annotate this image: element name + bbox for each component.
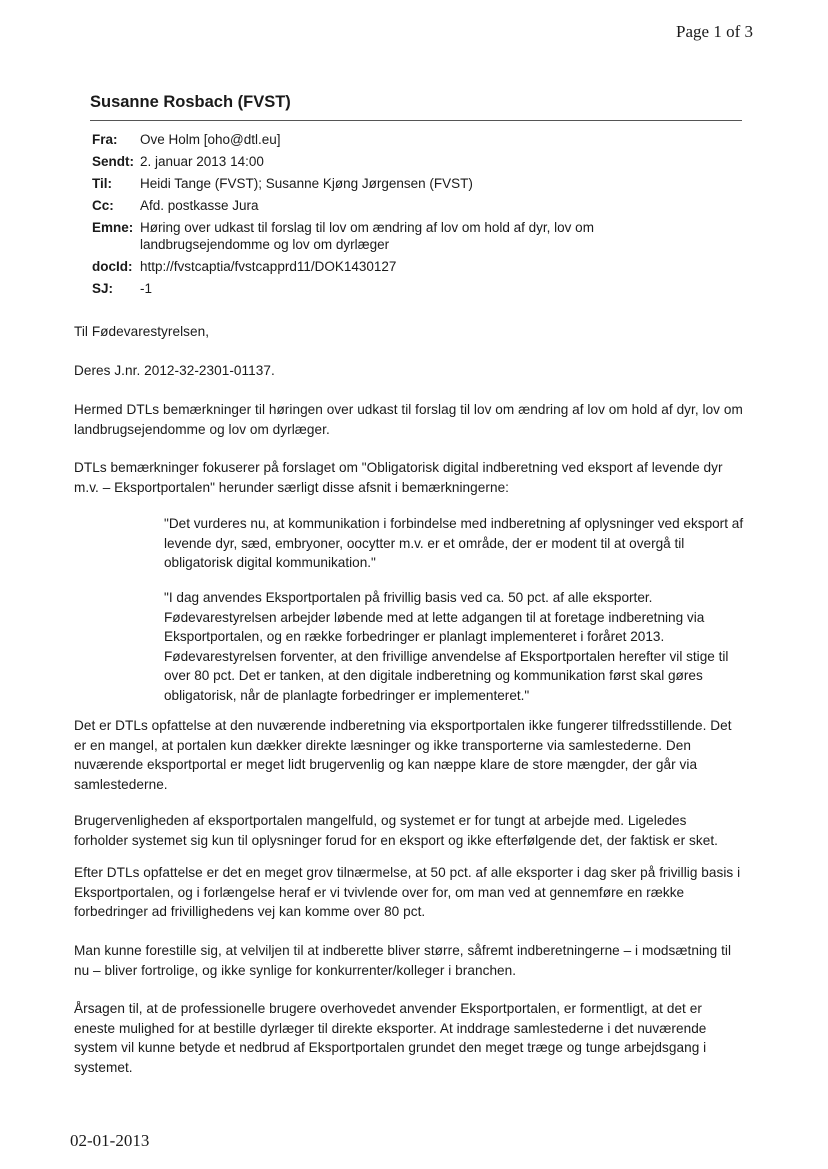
- header-row-to: [92, 175, 712, 192]
- header-row-from: [92, 131, 712, 148]
- paragraph-approximation: Efter DTLs opfattelse er det en meget grov tilnærmelse, at 50 pct. af alle eksporter i dag sker på frivillig basis i Eksportportalen, og i forlængelse heraf er vi tvivlende over for, om man ved at gennemføre en række forbedringer ad frivillighedens vej kan komme over 80 pct.: [74, 865, 741, 919]
- sj-value: -1: [140, 281, 153, 296]
- to-label: Til:: [92, 176, 112, 191]
- docid-value: http://fvstcaptia/fvstcapprd11/DOK1430127: [140, 259, 397, 274]
- header-row-sj: [92, 280, 712, 297]
- paragraph-intro: Hermed DTLs bemærkninger til høringen over udkast til forslag til lov om ændring af lov om hold af dyr, lov om landbrugsejendomme og lov om dyrlæger.: [74, 402, 743, 437]
- sent-value: 2. januar 2013 14:00: [140, 154, 264, 169]
- email-header: [92, 131, 712, 302]
- subject-label: Emne:: [92, 220, 134, 235]
- paragraph-usability: Brugervenligheden af eksportportalen mangelfuld, og systemet er for tungt at arbejde med. Ligeledes forholder systemet sig kun til oplysninger forud for en eksport og ikke efterfølgende det, der faktisk er sket.: [74, 813, 719, 848]
- header-row-docid: [92, 258, 712, 275]
- cc-label: Cc:: [92, 198, 114, 213]
- header-row-cc: [92, 197, 712, 214]
- from-value: Ove Holm [oho@dtl.eu]: [140, 132, 281, 147]
- from-label: Fra:: [92, 132, 118, 147]
- page-number: Page 1 of 3: [676, 22, 753, 41]
- header-row-sent: [92, 153, 712, 170]
- sj-label: SJ:: [92, 281, 114, 296]
- quote-digital-communication: "Det vurderes nu, at kommunikation i forbindelse med indberetning af oplysninger ved eksport af levende dyr, sæd, embryoner, oocytter m.v. er et område, der er modent til at overgå til obligatorisk digital kommunikation.": [164, 516, 744, 570]
- sender-name-heading: Susanne Rosbach (FVST): [90, 93, 291, 111]
- header-row-subject: [92, 219, 712, 253]
- reference-number: Deres J.nr. 2012-32-2301-01137.: [74, 363, 275, 378]
- footer-date: 02-01-2013: [70, 1131, 150, 1150]
- salutation: Til Fødevarestyrelsen,: [74, 324, 210, 339]
- docid-label: docId:: [92, 259, 133, 274]
- paragraph-focus: DTLs bemærkninger fokuserer på forslaget om "Obligatorisk digital indberetning ved eksport af levende dyr m.v. – Eksportportalen" herunder særligt disse afsnit i bemærkningerne:: [74, 460, 723, 495]
- to-value: Heidi Tange (FVST); Susanne Kjøng Jørgensen (FVST): [140, 176, 473, 191]
- paragraph-opinion: Det er DTLs opfattelse at den nuværende indberetning via eksportportalen ikke fungerer tilfredsstillende. Det er en mangel, at portalen kun dækker direkte læsninger og ikke transporterne via samlestederne. Den nuværende eksportportal er meget lidt brugervenlig og kan næppe klare de store mængder, der går via samlestederne.: [74, 718, 732, 792]
- cc-value: Afd. postkasse Jura: [140, 198, 259, 213]
- header-divider: [90, 120, 742, 121]
- quote-eksportportalen: "I dag anvendes Eksportportalen på frivillig basis ved ca. 50 pct. af alle eksporter. Fødevarestyrelsen arbejder løbende med at lette adgangen til at foretage indberetning via Eksportportalen, og en række forbedringer er planlagt implementeret i foråret 2013. Fødevarestyrelsen forventer, at den frivillige anvendelse af Eksportportalen herefter vil stige til over 80 pct. Det er tanken, at den digitale indberetning og kommunikation først skal gøres obligatorisk, når de planlagte forbedringer er implementeret.": [164, 590, 729, 703]
- paragraph-reason: Årsagen til, at de professionelle brugere overhovedet anvender Eksportportalen, er formentligt, at det er eneste mulighed for at bestille dyrlæger til direkte eksporter. At inddrage samlestederne i det nuværende system vil kunne betyde et nedbrud af Eksportportalen grundet den meget træge og tunge arbejdsgang i systemet.: [74, 1001, 707, 1075]
- subject-value: Høring over udkast til forslag til lov om ændring af lov om hold af dyr, lov om landbrugsejendomme og lov om dyrlæger: [140, 220, 594, 252]
- sent-label: Sendt:: [92, 154, 134, 169]
- paragraph-confidentiality: Man kunne forestille sig, at velviljen til at indberette bliver større, såfremt indberetningerne – i modsætning til nu – bliver fortrolige, og ikke synlige for konkurrenter/kolleger i branchen.: [74, 943, 732, 978]
